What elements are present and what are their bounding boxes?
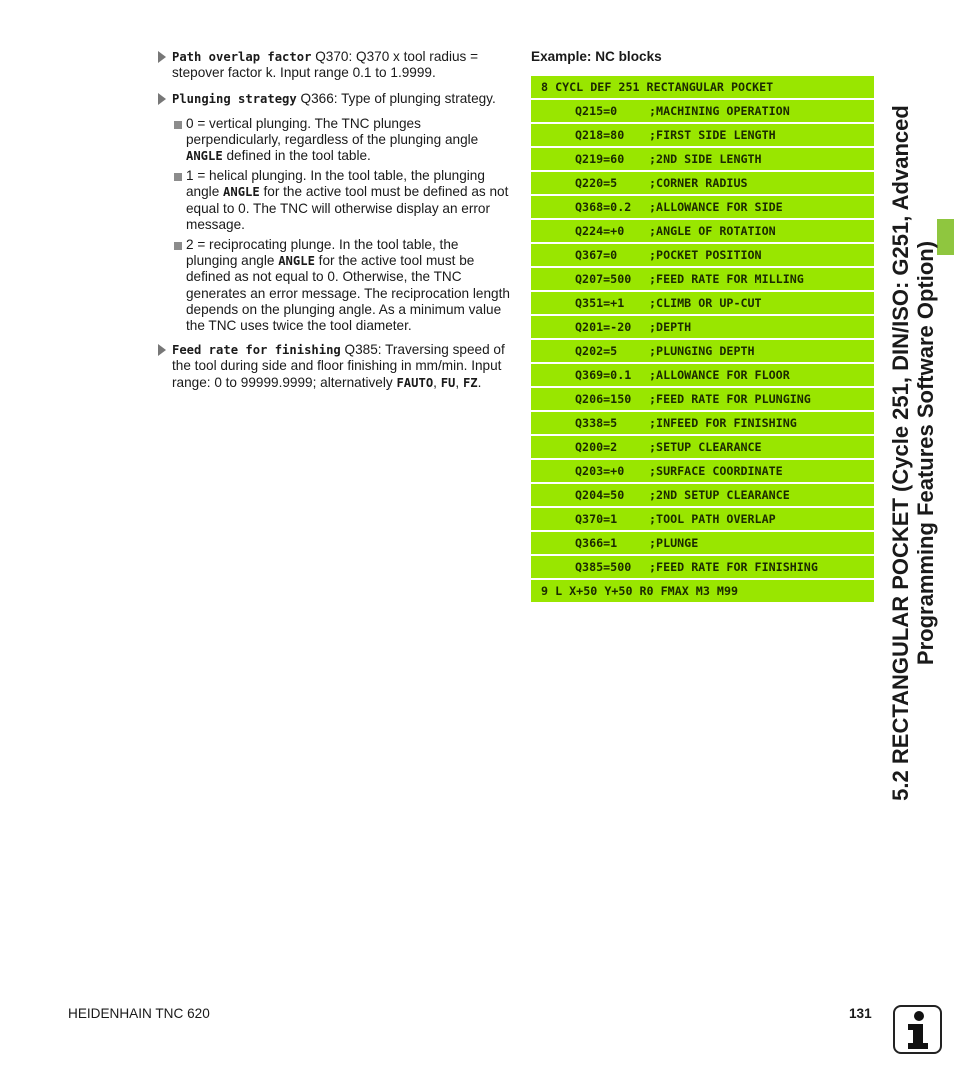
q-parameter-comment: ;ALLOWANCE FOR FLOOR bbox=[649, 368, 790, 382]
parameter-descriptions bbox=[158, 49, 512, 401]
nc-parameter-line bbox=[531, 172, 874, 194]
q-parameter-comment: ;CORNER RADIUS bbox=[649, 176, 748, 190]
q-parameter-value: Q370=1 bbox=[575, 512, 618, 526]
q-parameter-comment: ;2ND SIDE LENGTH bbox=[649, 152, 762, 166]
nc-parameter-line bbox=[531, 412, 874, 434]
chapter-side-title bbox=[888, 43, 938, 863]
q-parameter-value: Q218=80 bbox=[575, 128, 625, 142]
footer-product: HEIDENHAIN TNC 620 bbox=[68, 1006, 210, 1021]
info-icon bbox=[893, 1005, 942, 1054]
q-parameter-comment: ;DEPTH bbox=[649, 320, 692, 334]
q-parameter-comment: ;POCKET POSITION bbox=[649, 248, 762, 262]
q-parameter-value: Q220=5 bbox=[575, 176, 618, 190]
page-number: 131 bbox=[849, 1006, 872, 1021]
nc-parameter-line bbox=[531, 388, 874, 410]
q-parameter-comment: ;CLIMB OR UP-CUT bbox=[649, 296, 762, 310]
nc-parameter-line bbox=[531, 364, 874, 386]
nc-parameter-line bbox=[531, 124, 874, 146]
q-parameter-value: Q206=150 bbox=[575, 392, 632, 406]
info-i-glyph bbox=[895, 1007, 940, 1052]
q-parameter-value: Q215=0 bbox=[575, 104, 618, 118]
nc-parameter-line bbox=[531, 460, 874, 482]
nc-parameter-line bbox=[531, 484, 874, 506]
q-parameter-comment: ;SURFACE COORDINATE bbox=[649, 464, 783, 478]
nc-parameter-line bbox=[531, 268, 874, 290]
nc-parameter-line bbox=[531, 244, 874, 266]
q-parameter-comment: ;PLUNGE bbox=[649, 536, 699, 550]
nc-parameter-line bbox=[531, 316, 874, 338]
q-parameter-value: Q367=0 bbox=[575, 248, 618, 262]
square-bullet-icon bbox=[174, 121, 182, 129]
q-parameter-comment: ;FEED RATE FOR FINISHING bbox=[649, 560, 818, 574]
q-parameter-comment: ;PLUNGING DEPTH bbox=[649, 344, 755, 358]
nc-parameter-line bbox=[531, 148, 874, 170]
param-label: Path overlap factor bbox=[172, 50, 312, 64]
q-parameter-value: Q385=500 bbox=[575, 560, 632, 574]
q-parameter-comment: ;INFEED FOR FINISHING bbox=[649, 416, 797, 430]
q-parameter-value: Q369=0.1 bbox=[575, 368, 632, 382]
nc-parameter-line bbox=[531, 100, 874, 122]
q-parameter-value: Q351=+1 bbox=[575, 296, 625, 310]
q-parameter-comment: ;ALLOWANCE FOR SIDE bbox=[649, 200, 783, 214]
q-parameter-comment: ;MACHINING OPERATION bbox=[649, 104, 790, 118]
nc-parameter-line bbox=[531, 556, 874, 578]
arrow-bullet-icon bbox=[158, 51, 166, 63]
plunging-options-list bbox=[172, 116, 512, 335]
square-bullet-icon bbox=[174, 242, 182, 250]
side-title-line-1: 5.2 RECTANGULAR POCKET (Cycle 251, DIN/ISO: G251, Advanced bbox=[888, 105, 913, 801]
list-item: 2 = reciprocating plunge. In the tool table, the plunging angle ANGLE for the active tool must be defined as not equal to 0. Otherwise, the TNC generates an error message. The reciprocation length depends on the plunging angle. As a minimum value the TNC uses twice the tool diameter. bbox=[172, 237, 512, 334]
param-text: Q370: Q370 x tool radius = stepover factor k. Input range 0.1 to 1.9999. bbox=[172, 49, 479, 81]
nc-parameter-line bbox=[531, 340, 874, 362]
nc-program-listing bbox=[531, 76, 874, 604]
q-parameter-value: Q368=0.2 bbox=[575, 200, 632, 214]
nc-parameter-line bbox=[531, 292, 874, 314]
q-parameter-value: Q203=+0 bbox=[575, 464, 625, 478]
arrow-bullet-icon bbox=[158, 93, 166, 105]
q-parameter-value: Q224=+0 bbox=[575, 224, 625, 238]
list-item: 1 = helical plunging. In the tool table, the plunging angle ANGLE for the active tool must be defined as not equal to 0. The TNC will otherwise display an error message. bbox=[172, 168, 512, 233]
q-parameter-value: Q219=60 bbox=[575, 152, 625, 166]
nc-block-cycl-def: 8 CYCL DEF 251 RECTANGULAR POCKET bbox=[531, 76, 874, 98]
param-plunging-strategy bbox=[158, 91, 512, 107]
list-item: 0 = vertical plunging. The TNC plunges perpendicularly, regardless of the plunging angle ANGLE defined in the tool table. bbox=[172, 116, 512, 165]
chapter-tab-marker bbox=[937, 219, 954, 255]
nc-parameter-line bbox=[531, 436, 874, 458]
q-parameter-comment: ;2ND SETUP CLEARANCE bbox=[649, 488, 790, 502]
nc-parameter-line bbox=[531, 532, 874, 554]
nc-parameter-line bbox=[531, 196, 874, 218]
q-parameter-comment: ;TOOL PATH OVERLAP bbox=[649, 512, 776, 526]
q-parameter-comment: ;FEED RATE FOR MILLING bbox=[649, 272, 804, 286]
q-parameter-comment: ;ANGLE OF ROTATION bbox=[649, 224, 776, 238]
q-parameter-comment: ;FIRST SIDE LENGTH bbox=[649, 128, 776, 142]
q-parameter-value: Q338=5 bbox=[575, 416, 618, 430]
nc-block-linear-move: 9 L X+50 Y+50 R0 FMAX M3 M99 bbox=[531, 580, 874, 602]
param-label: Plunging strategy bbox=[172, 92, 297, 107]
q-parameter-value: Q200=2 bbox=[575, 440, 618, 454]
q-parameter-value: Q366=1 bbox=[575, 536, 618, 550]
side-title-line-2: Programming Features Software Option) bbox=[913, 240, 938, 666]
example-heading: Example: NC blocks bbox=[531, 49, 662, 64]
q-parameter-value: Q207=500 bbox=[575, 272, 632, 286]
q-parameter-value: Q204=50 bbox=[575, 488, 625, 502]
q-parameter-value: Q202=5 bbox=[575, 344, 618, 358]
param-label: Feed rate for finishing bbox=[172, 343, 341, 358]
param-text: Q366: Type of plunging strategy. bbox=[296, 91, 496, 107]
nc-parameter-line bbox=[531, 508, 874, 530]
q-parameter-comment: ;FEED RATE FOR PLUNGING bbox=[649, 392, 811, 406]
arrow-bullet-icon bbox=[158, 344, 166, 356]
param-path-overlap bbox=[158, 49, 512, 81]
nc-parameter-line bbox=[531, 220, 874, 242]
square-bullet-icon bbox=[174, 173, 182, 181]
nc-parameter-lines bbox=[531, 100, 874, 578]
q-parameter-comment: ;SETUP CLEARANCE bbox=[649, 440, 762, 454]
q-parameter-value: Q201=-20 bbox=[575, 320, 632, 334]
param-feed-rate-finishing: Feed rate for finishing Q385: Traversing speed of the tool during side and floor finishing in mm/min. Input range: 0 to 99999.9999; alternatively FAUTO, FU, FZ. bbox=[158, 342, 512, 391]
